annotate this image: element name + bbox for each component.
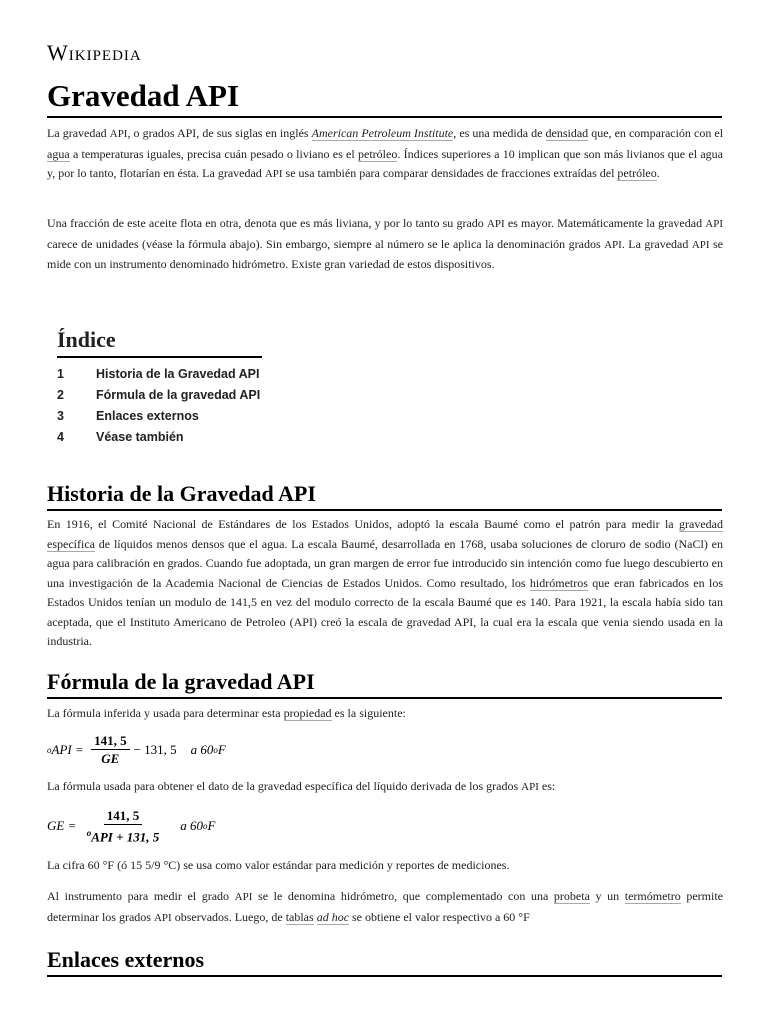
toc-list: [57, 364, 262, 448]
link-petroleo[interactable]: petróleo: [617, 166, 657, 180]
text: La gravedad: [47, 126, 110, 140]
link-densidad[interactable]: densidad: [545, 126, 589, 140]
link-gravedad-especifica[interactable]: gravedad específica: [47, 517, 723, 551]
equals-sign: =: [75, 741, 84, 757]
page-title: Gravedad API: [47, 78, 722, 118]
toc-item-label: Fórmula de la gravedad API: [96, 388, 261, 402]
intro-paragraph-2: [47, 214, 723, 275]
text: . Índices superiores a 10 implican que son más livianos que el agua y, por lo tanto, flotarían en ésta. La gravedad: [47, 146, 723, 180]
text: de líquidos menos densos que el agua. La escala Baumé, desarrollada en 1768, usaba soluciones de cloruro de sodio (NaCl) en agua para calibración en grados. Cuando fue adoptada, un gran margen de error fue introducido sin intención como fue luego descubierto en una investigación de la Academia Nacional de Ciencias de Estados Unidos. Como resultado, los: [47, 536, 723, 590]
text: es mayor. Matemáticamente la gravedad: [504, 216, 706, 230]
text: se mide con un instrumento denominado hidrómetro. Existe gran variedad de estos dispositivos.: [47, 236, 723, 271]
degree-symbol: o: [213, 744, 218, 755]
link-agua[interactable]: agua: [47, 146, 70, 161]
section-heading-formula: Fórmula de la gravedad API: [47, 668, 722, 699]
text: Una fracción de este aceite flota en otra, denota que es más liviana, y por lo tanto su grado: [47, 216, 487, 230]
text: La fórmula inferida y usada para determinar esta: [47, 706, 284, 720]
wikipedia-logo[interactable]: Wikipedia: [47, 40, 142, 65]
link-probeta[interactable]: probeta: [553, 889, 590, 903]
api-abbr: API: [691, 238, 710, 251]
formula-lhs: GE: [47, 818, 65, 834]
link-ad-hoc[interactable]: ad hoc: [316, 909, 350, 924]
toc-item-label: Historia de la Gravedad API: [96, 367, 260, 381]
formula-lhs: API: [51, 741, 72, 757]
fraction-numerator: 141, 5: [91, 732, 130, 750]
toc-item-enlaces[interactable]: [57, 406, 262, 427]
api-abbr: API: [234, 891, 253, 903]
section-heading-enlaces: Enlaces externos: [47, 946, 722, 977]
toc-item-vease[interactable]: [57, 427, 262, 448]
section-heading-historia: Historia de la Gravedad API: [47, 480, 722, 511]
formula-temperature: a 60: [190, 741, 214, 757]
formula-fraction: [84, 807, 163, 845]
link-american-petroleum-institute[interactable]: American Petroleum Institute: [311, 126, 454, 140]
link-hidrometros[interactable]: hidrómetros: [529, 575, 588, 590]
text: observados. Luego, de: [171, 909, 286, 924]
toc-item-label: Enlaces externos: [96, 409, 199, 423]
text: , o grados API, de sus siglas en inglés: [127, 126, 312, 140]
formula-paragraph-3: La cifra 60 °F (ó 15 5/9 °C) se usa como valor estándar para medición y reportes de mediciones.: [47, 858, 510, 872]
formula-paragraph-4: [47, 887, 723, 928]
api-abbr: API: [109, 128, 128, 140]
text: es la siguiente:: [331, 706, 406, 720]
api-abbr: API: [264, 168, 283, 180]
text: que, en comparación con el: [588, 126, 724, 140]
api-abbr: API: [153, 911, 172, 924]
formula-ge: [47, 807, 215, 845]
text: . La gravedad: [621, 236, 692, 251]
toc-item-formula[interactable]: [57, 385, 262, 406]
degree-symbol: o: [203, 821, 208, 832]
text: permite determinar los grados: [47, 889, 724, 924]
toc-title: Índice: [57, 326, 262, 358]
degree-symbol: o: [47, 744, 52, 755]
fraction-denominator: GE: [101, 751, 120, 766]
formula-fraction: [91, 732, 130, 767]
formula-paragraph-1: [47, 704, 723, 724]
formula-api: [47, 732, 226, 767]
toc-item-number: 4: [57, 430, 64, 444]
text: se obtiene el valor respectivo a 60 °F: [349, 909, 530, 924]
toc-item-number: 2: [57, 388, 64, 402]
link-propiedad[interactable]: propiedad: [283, 706, 332, 720]
text: Al instrumento para medir el grado: [47, 889, 235, 903]
text: , es una medida de: [453, 126, 546, 140]
historia-paragraph: [47, 515, 723, 652]
formula-unit: F: [217, 741, 226, 757]
api-abbr: API: [705, 218, 723, 230]
text: se usa también para comparar densidades de fracciones extraídas del: [282, 166, 618, 180]
text: se le denomina hidrómetro, que complementado con una: [252, 889, 554, 903]
toc-item-number: 1: [57, 367, 64, 381]
text: que eran fabricados en los Estados Unidos tenían un modulo de 141,5 en vez del modulo correcto de la escala Baumé que es 140. Para 1921, la escala había sido tan aceptada, que el Instituto Americano de Petroleo (API) creó la escala de gravedad API, la cual era la escala que venia siendo usada en la industria.: [47, 575, 723, 648]
api-abbr: API: [521, 781, 539, 793]
text: carece de unidades (véase la fórmula abajo). Sin embargo, siempre al número se le aplica la denominación grados: [47, 236, 605, 251]
link-termometro[interactable]: termómetro: [624, 889, 681, 903]
fraction-denominator: [84, 825, 163, 845]
toc-item-historia[interactable]: [57, 364, 262, 385]
text: a temperaturas iguales, precisa cuán pesado o liviano es el: [69, 146, 359, 161]
formula-unit: F: [207, 818, 216, 834]
text: En 1916, el Comité Nacional de Estándares de los Estados Unidos, adoptó la escala Baumé como el patrón para medir la: [47, 517, 680, 531]
text: La fórmula usada para obtener el dato de la gravedad específica del líquido derivada de los grados: [47, 779, 522, 793]
link-petroleo[interactable]: petróleo: [358, 146, 398, 161]
formula-temperature: a 60: [180, 818, 204, 834]
equals-sign: =: [68, 818, 76, 834]
text: .: [656, 166, 660, 180]
denominator-text: API + 131, 5: [91, 829, 160, 845]
table-of-contents: [57, 326, 262, 448]
formula-rest: − 131, 5: [133, 741, 177, 757]
intro-paragraph-1: [47, 124, 723, 185]
text: es:: [538, 779, 556, 793]
toc-item-label: Véase también: [96, 430, 184, 444]
text: y un: [589, 889, 625, 903]
toc-item-number: 3: [57, 409, 64, 423]
degree-symbol: o: [86, 828, 92, 838]
api-abbr: API: [486, 218, 505, 230]
api-abbr: API: [604, 238, 622, 251]
link-tablas[interactable]: tablas: [285, 909, 314, 924]
formula-paragraph-2: [47, 777, 723, 798]
fraction-numerator: 141, 5: [104, 807, 143, 825]
